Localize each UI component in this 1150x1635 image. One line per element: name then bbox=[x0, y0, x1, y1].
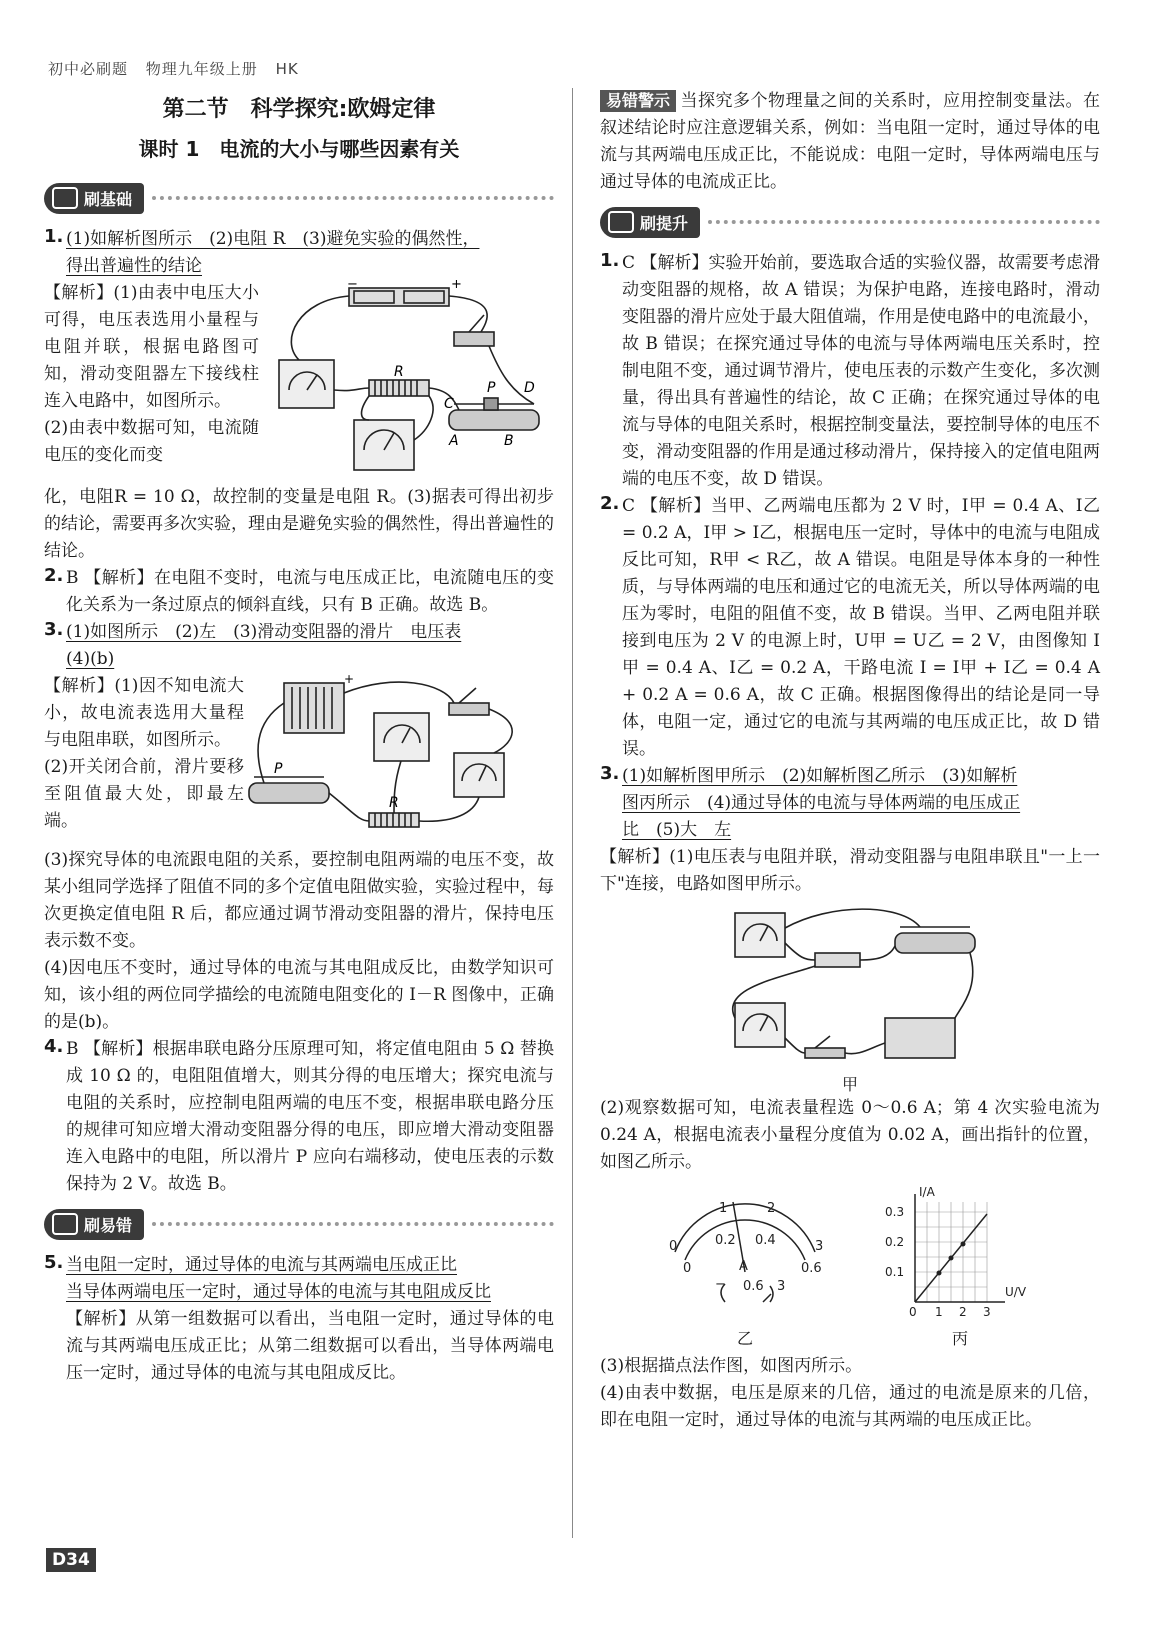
question-5 bbox=[44, 1252, 554, 1387]
book-icon bbox=[608, 211, 634, 233]
dial-bottom-2: 0.4 bbox=[755, 1233, 776, 1248]
section-header-basic bbox=[44, 180, 554, 216]
warning-note bbox=[600, 88, 1100, 196]
explanation-text: (2)观察数据可知，电流表量程选 0～0.6 A；第 4 次实验电流为 0.24 A，根据电流表小量程分度值为 0.02 A，画出指针的位置，如图乙所示。 bbox=[600, 1098, 1100, 1172]
x-tick: 2 bbox=[959, 1305, 967, 1319]
warning-text: 当探究多个物理量之间的关系时，应用控制变量法。在叙述结论时应注意逻辑关系，例如：当电阻一定时，通过导体的电流与其两端电压成正比，不能说成：电阻一定时，导体两端电压与通过导体的电流成正比。 bbox=[600, 91, 1100, 192]
label-plus: + bbox=[451, 280, 462, 292]
basic-label: 刷基础 bbox=[84, 189, 133, 209]
label-R: R bbox=[394, 364, 404, 380]
y-axis-label: I/A bbox=[919, 1185, 935, 1199]
answer-line: 当电阻一定时，通过导体的电流与其两端电压成正比 bbox=[66, 1255, 457, 1275]
dial-bottom-0: 0 bbox=[683, 1261, 692, 1276]
circuit-figure-2 bbox=[244, 673, 554, 847]
book-icon bbox=[52, 1213, 78, 1235]
dial-bottom-3: 0.6 bbox=[801, 1261, 822, 1276]
basic-badge bbox=[44, 183, 144, 214]
error-label: 刷易错 bbox=[84, 1215, 133, 1235]
explanation-text: (3)探究导体的电流跟电阻的关系，要控制电阻两端的电压不变，故某小组同学选择了阻值不同的多个定值电阻做实验，实验过程中，每次更换定值电阻 R 后，都应通过调节滑动变阻器的滑片，保持电压表示数不变。 bbox=[44, 850, 554, 951]
answer-line: 当导体两端电压一定时，通过导体的电流与其电阻成反比 bbox=[66, 1282, 491, 1302]
dial-top-2: 2 bbox=[767, 1201, 776, 1216]
question-number: 4. bbox=[44, 1036, 64, 1057]
explanation-text: 【解析】从第一组数据可以看出，当电阻一定时，通过导体的电流与其两端电压成正比；从第二组数据可以看出，当导体两端电压一定时，通过导体的电流与其电阻成反比。 bbox=[66, 1309, 554, 1383]
question-number: 3. bbox=[44, 619, 64, 640]
question-r3 bbox=[600, 763, 1100, 844]
answer-line: (1)如图所示 (2)左 (3)滑动变阻器的滑片 电压表 bbox=[66, 622, 462, 642]
improve-label: 刷提升 bbox=[640, 213, 689, 233]
question-number: 1. bbox=[600, 250, 620, 271]
figure-bing bbox=[875, 1182, 1045, 1349]
x-tick: 1 bbox=[935, 1305, 943, 1319]
figure-caption-jia: 甲 bbox=[841, 1075, 858, 1094]
label-minus: − bbox=[347, 280, 358, 292]
y-tick: 0.3 bbox=[885, 1205, 905, 1219]
question-r1 bbox=[600, 250, 1100, 493]
figures-yi-bing bbox=[600, 1182, 1100, 1349]
terminal-minus: − bbox=[715, 1277, 726, 1292]
question-number: 2. bbox=[600, 493, 620, 514]
column-divider bbox=[572, 88, 573, 1538]
question-number: 5. bbox=[44, 1252, 64, 1273]
explanation-text: 【解析】(1)电压表与电阻并联，滑动变阻器与电阻串联且"一上一下"连接，电路如图甲所示。 bbox=[600, 847, 1100, 894]
dial-unit: A bbox=[739, 1259, 748, 1274]
question-2 bbox=[44, 565, 554, 619]
ammeter-dial bbox=[655, 1182, 835, 1322]
y-tick: 0.2 bbox=[885, 1235, 905, 1249]
dial-bottom-1: 0.2 bbox=[715, 1233, 736, 1248]
page-number: D34 bbox=[46, 1548, 96, 1572]
section-header-error bbox=[44, 1206, 554, 1242]
explanation-text: (3)根据描点法作图，如图丙所示。 bbox=[600, 1356, 863, 1376]
iu-graph bbox=[875, 1182, 1045, 1322]
label-R: R bbox=[389, 795, 399, 811]
dotted-rule bbox=[152, 1222, 554, 1226]
right-column bbox=[600, 88, 1100, 1434]
circuit-diagram-jia bbox=[720, 898, 980, 1068]
answer-text: C 【解析】当甲、乙两端电压都为 2 V 时，I甲 = 0.4 A、I乙 = 0.2 A，I甲 > I乙，根据电压一定时，导体中的电流与电阻成反比可知，R甲 < R乙，故 A 错误。电阻是导体本身的一种性质，与导体两端的电压和通过它的电流无关，所以导体两端的电压为零时，电阻的阻值不变，故 B 错误。当甲、乙两电阻并联接到电压为 2 V 的电源上时，U甲 = U乙 = 2 V，由图像知 I甲 = 0.4 A、I乙 = 0.2 A，干路电流 I = I甲 + I乙 = 0.4 A + 0.2 A = 0.6 A，故 C 正确。根据图像得出的结论是同一导体，电阻一定，通过它的电流与其两端的电压成正比，故 D 错误。 bbox=[622, 496, 1100, 759]
terminal-3: 3 bbox=[777, 1279, 786, 1294]
q1-explanation-block bbox=[44, 280, 554, 484]
question-number: 2. bbox=[44, 565, 64, 586]
book-name: 初中必刷题 bbox=[48, 60, 129, 78]
answer-text: B 【解析】在电阻不变时，电流与电压成正比，电流随电压的变化关系为一条过原点的倾斜直线，只有 B 正确。故选 B。 bbox=[66, 568, 554, 615]
label-B: B bbox=[504, 433, 514, 449]
section-header-improve bbox=[600, 204, 1100, 240]
explanation-text: (2)由表中数据可知，电流随电压的变化而变 bbox=[44, 418, 259, 465]
x-axis-label: U/V bbox=[1005, 1285, 1027, 1299]
dial-top-3: 3 bbox=[815, 1239, 824, 1254]
warning-tag: 易错警示 bbox=[600, 90, 676, 112]
answer-line: (1)如解析图甲所示 (2)如解析图乙所示 (3)如解析 bbox=[622, 766, 1018, 786]
terminal-0-6: 0.6 bbox=[743, 1279, 764, 1294]
label-D: D bbox=[524, 380, 535, 396]
question-number: 1. bbox=[44, 226, 64, 247]
q3-explanation-block bbox=[44, 673, 554, 847]
error-badge bbox=[44, 1209, 144, 1240]
figure-yi bbox=[655, 1182, 835, 1349]
figure-jia bbox=[600, 898, 1100, 1095]
circuit-diagram bbox=[244, 673, 544, 843]
circuit-diagram bbox=[259, 280, 549, 480]
answer-text: B 【解析】根据串联电路分压原理可知，将定值电阻由 5 Ω 替换成 10 Ω 的，电阻阻值增大，则其分得的电压增大；探究电流与电阻的关系时，应控制电阻两端的电压不变，根据串联电路分压的规律可知应增大滑动变阻器分得的电压，即应增大滑动变阻器连入电路中的电阻，所以滑片 P 应向右端移动，使电压表的示数保持为 2 V。故选 B。 bbox=[66, 1039, 554, 1194]
label-A: A bbox=[449, 433, 459, 449]
y-tick: 0.1 bbox=[885, 1265, 905, 1279]
explanation-text: (4)因电压不变时，通过导体的电流与其电阻成反比，由数学知识可知，该小组的两位同学描绘的电流随电阻变化的 I－R 图像中，正确的是(b)。 bbox=[44, 958, 554, 1032]
question-r2 bbox=[600, 493, 1100, 763]
x-tick: 3 bbox=[983, 1305, 991, 1319]
explanation-text: 【解析】(1)因不知电流大小，故电流表选用大量程与电阻串联，如图所示。 bbox=[44, 676, 244, 750]
answer-line: (1)如解析图所示 (2)电阻 R (3)避免实验的偶然性， bbox=[66, 229, 480, 249]
question-3 bbox=[44, 619, 554, 673]
x-tick: 0 bbox=[909, 1305, 917, 1319]
improve-badge bbox=[600, 207, 700, 238]
dotted-rule bbox=[708, 220, 1100, 224]
answer-line: 图丙所示 (4)通过导体的电流与导体两端的电压成正 bbox=[622, 793, 1021, 813]
answer-line: 得出普遍性的结论 bbox=[66, 256, 202, 276]
dial-top-0: 0 bbox=[669, 1239, 678, 1254]
question-4 bbox=[44, 1036, 554, 1198]
explanation-text: 【解析】(1)由表中电压大小可得，电压表选用小量程与电阻并联，根据电路图可知，滑动变阻器左下接线柱连入电路中，如图所示。 bbox=[44, 283, 259, 411]
book-icon bbox=[52, 187, 78, 209]
answer-text: C 【解析】实验开始前，要选取合适的实验仪器，故需要考虑滑动变阻器的规格，故 A 错误；为保护电路，连接电路时，滑动变阻器的滑片应处于最大阻值端，作用是使电路中的电流最小，故 B 错误；在探究通过导体的电流与导体两端电压关系时，控制电阻不变，通过调节滑片，使电压表的示数产生变化，多次测量，得出具有普遍性的结论，故 C 正确；在探究通过导体的电流与导体的电阻关系时，根据控制变量法，要控制导体的电压不变，滑动变阻器的作用是通过移动滑片，保持接入的定值电阻两端的电压不变，故 D 错误。 bbox=[622, 253, 1100, 489]
label-P: P bbox=[487, 380, 496, 396]
figure-caption-bing: 丙 bbox=[951, 1329, 968, 1348]
label-plus: + bbox=[344, 673, 355, 686]
lesson-title: 课时 1 电流的大小与哪些因素有关 bbox=[138, 137, 460, 161]
running-header bbox=[48, 58, 311, 79]
subject-name: 物理九年级上册 bbox=[145, 60, 258, 78]
answer-line: 比 (5)大 左 bbox=[622, 820, 732, 840]
explanation-text: 化，电阻R = 10 Ω，故控制的变量是电阻 R。(3)据表可得出初步的结论，需要再多次实验，理由是避免实验的偶然性，得出普遍性的结论。 bbox=[44, 487, 554, 561]
explanation-text: (4)由表中数据，电压是原来的几倍，通过的电流是原来的几倍，即在电阻一定时，通过导体的电流与其两端的电压成正比。 bbox=[600, 1383, 1100, 1430]
question-1 bbox=[44, 226, 554, 280]
dial-top-1: 1 bbox=[719, 1201, 728, 1216]
dotted-rule bbox=[152, 196, 554, 200]
section-title: 第二节 科学探究:欧姆定律 bbox=[162, 97, 436, 122]
edition-tag: HK bbox=[275, 60, 299, 78]
answer-line: (4)(b) bbox=[66, 649, 115, 669]
explanation-text: (2)开关闭合前，滑片要移至阻值最大处，即最左端。 bbox=[44, 757, 244, 831]
left-column bbox=[44, 88, 554, 1387]
circuit-figure-1 bbox=[259, 280, 554, 484]
label-C: C bbox=[444, 396, 454, 412]
label-P: P bbox=[274, 761, 283, 777]
question-number: 3. bbox=[600, 763, 620, 784]
figure-caption-yi: 乙 bbox=[736, 1329, 753, 1348]
